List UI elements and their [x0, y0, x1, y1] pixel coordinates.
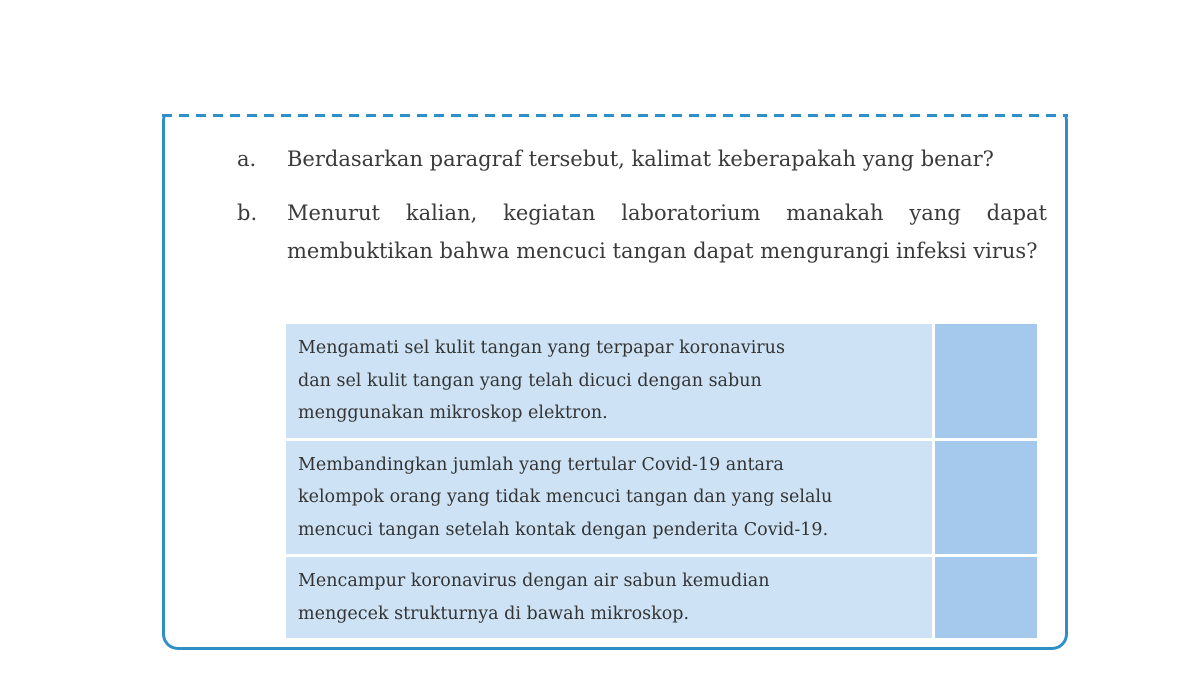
answer-option-text — [286, 441, 932, 555]
answer-option-line: Mengamati sel kulit tangan yang terpapar koronavirus — [298, 338, 785, 358]
answer-option-checkbox[interactable] — [935, 324, 1037, 438]
answer-option-row — [286, 324, 1042, 438]
activity-box-dashed-top — [162, 114, 1068, 117]
answer-option-line: dan sel kulit tangan yang telah dicuci dengan sabun — [298, 370, 762, 391]
answer-option-line: Membandingkan jumlah yang tertular Covid-19 antara — [298, 454, 784, 475]
question-a-marker: a. — [237, 147, 257, 171]
answer-option-line: mencuci tangan setelah kontak dengan penderita Covid-19. — [298, 519, 829, 540]
answer-option-line: kelompok orang yang tidak mencuci tangan dan yang selalu — [298, 487, 833, 507]
answer-option-text — [286, 324, 932, 438]
question-b-text: Menurut kalian, kegiatan laboratorium manakah yang dapat membuktikan bahwa mencuci tangan dapat mengurangi infeksi virus? — [287, 201, 1047, 263]
answer-option-line: menggunakan mikroskop elektron. — [298, 403, 608, 423]
answer-options-table — [286, 324, 1042, 641]
answer-option-checkbox[interactable] — [935, 557, 1037, 638]
answer-option-checkbox[interactable] — [935, 441, 1037, 555]
question-b-marker: b. — [237, 201, 258, 225]
answer-option-line: mengecek strukturnya di bawah mikroskop. — [298, 603, 690, 624]
answer-option-row — [286, 441, 1042, 555]
answer-option-line: Mencampur koronavirus dengan air sabun kemudian — [298, 571, 770, 591]
question-a-text: Berdasarkan paragraf tersebut, kalimat keberapakah yang benar? — [287, 147, 994, 171]
answer-option-text — [286, 557, 932, 638]
answer-option-row — [286, 557, 1042, 638]
